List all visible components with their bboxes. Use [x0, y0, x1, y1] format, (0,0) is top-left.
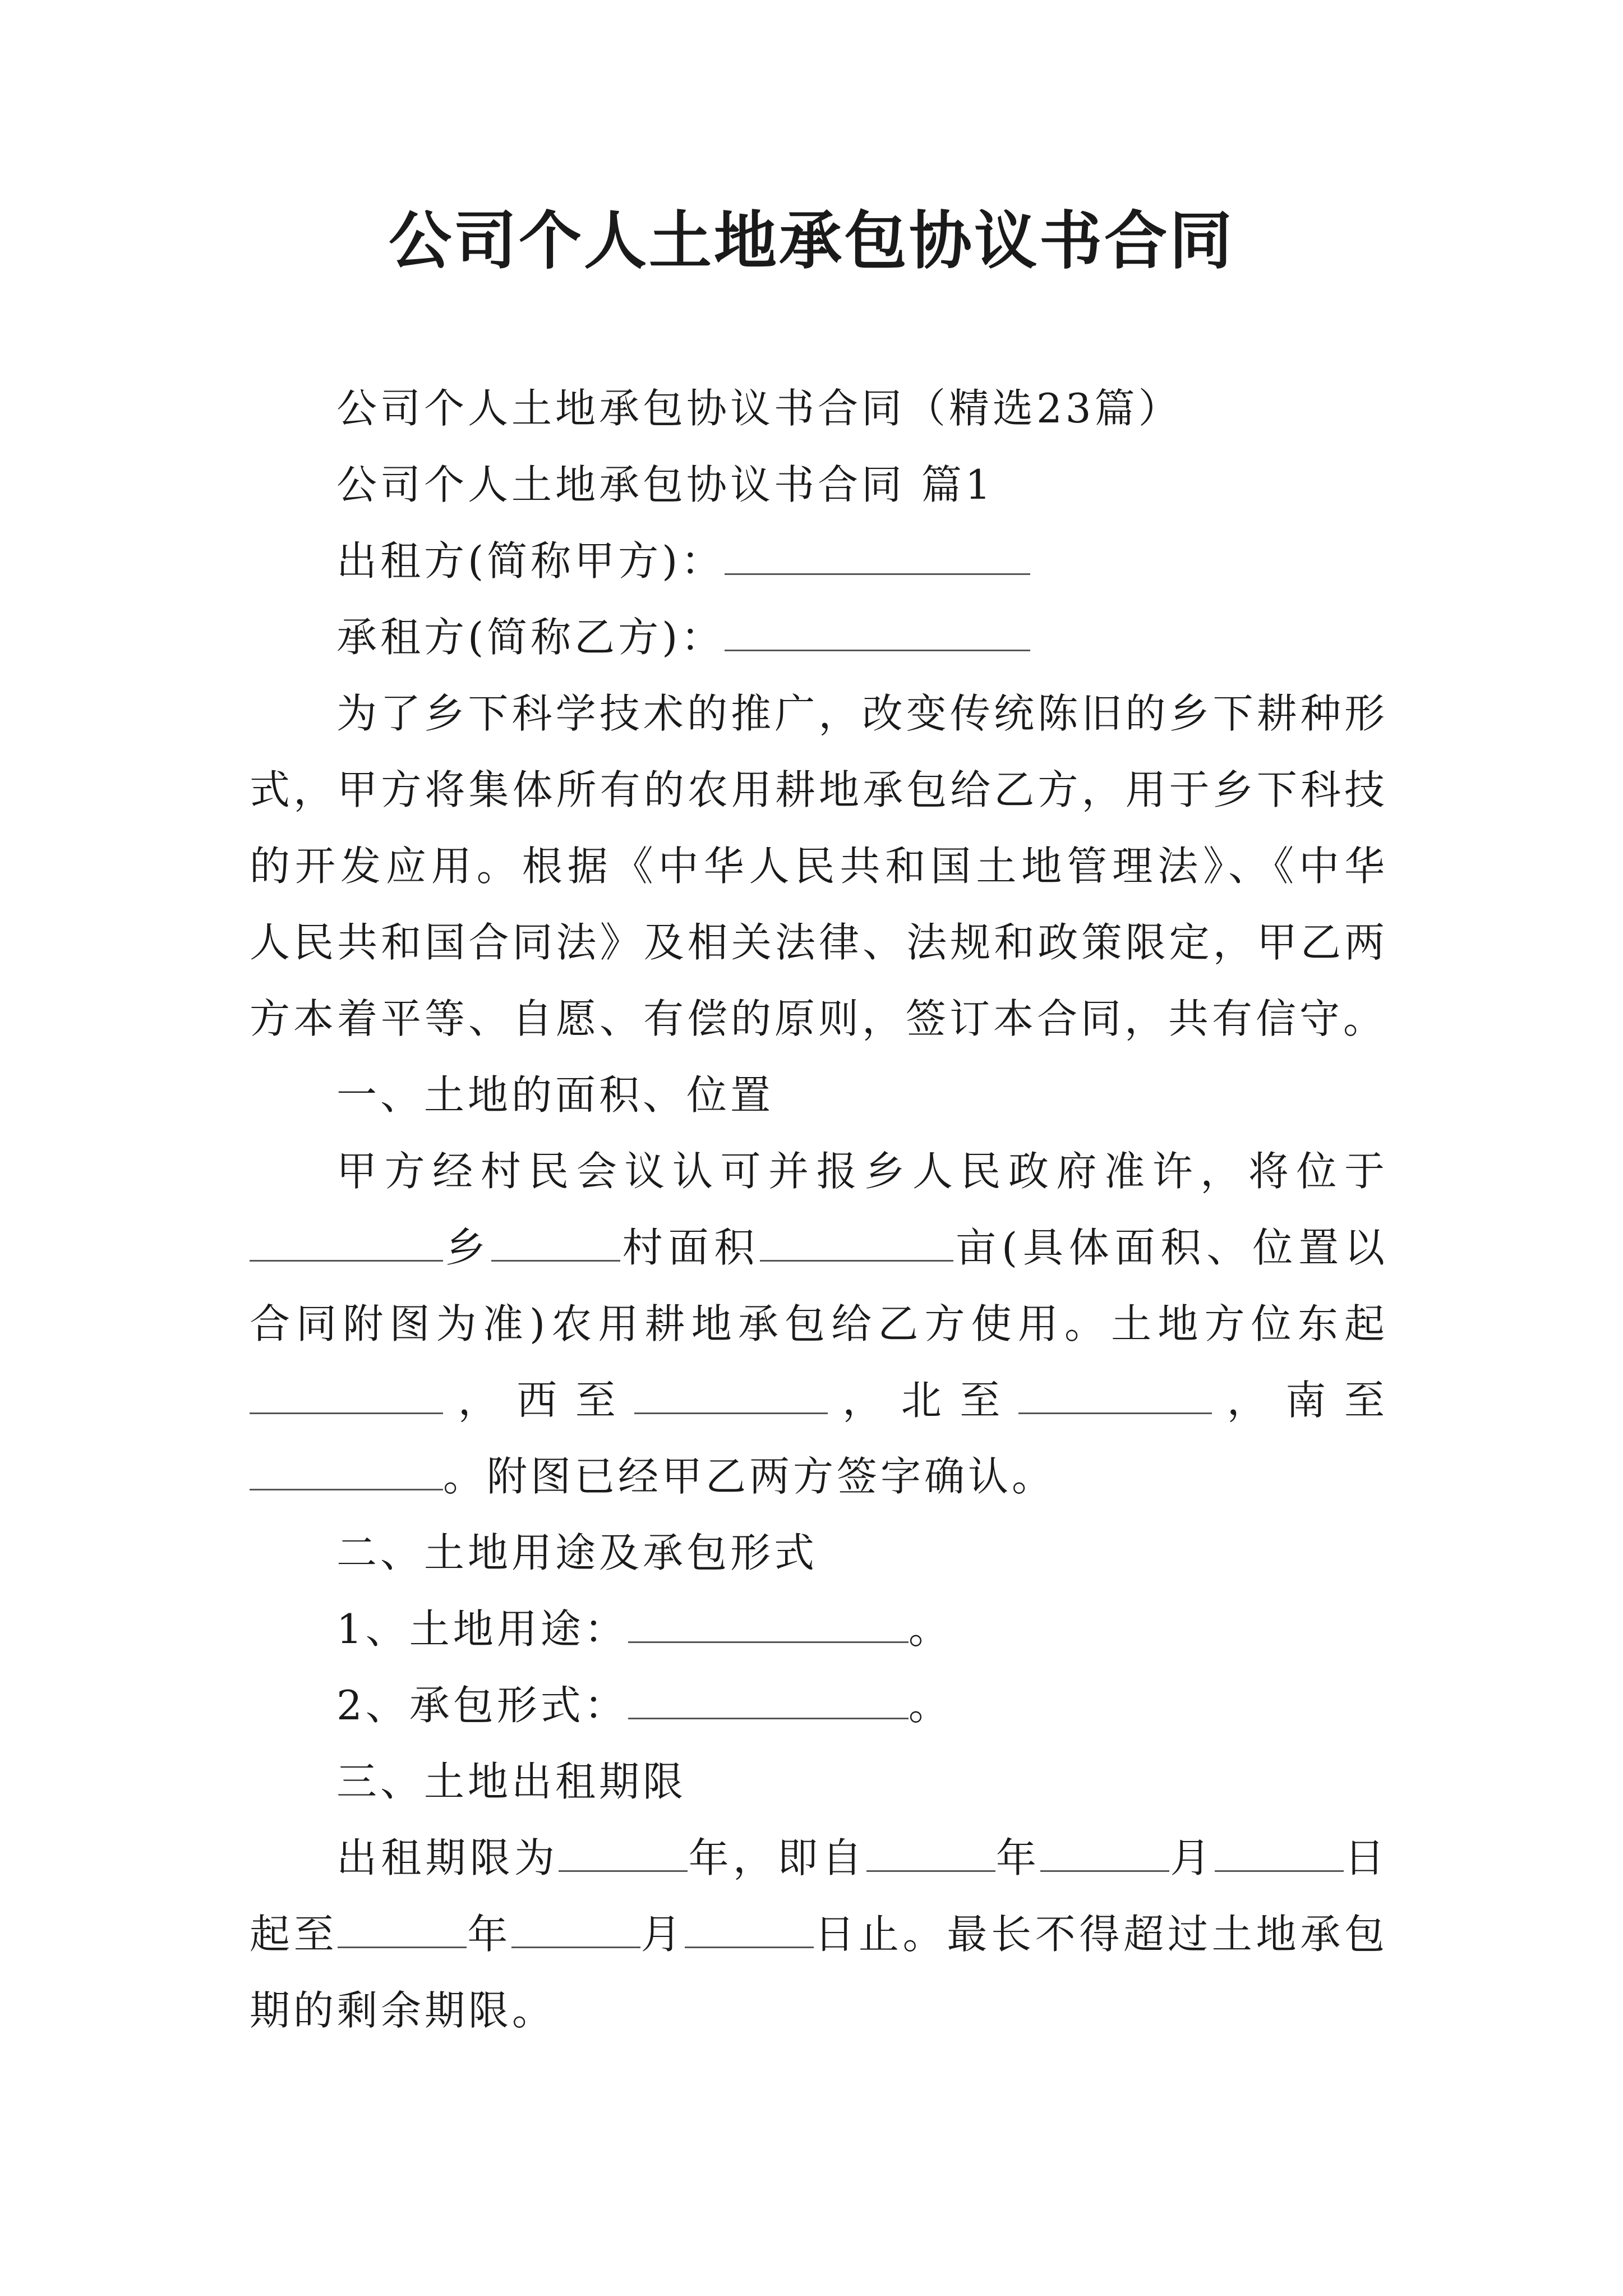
blank-field — [725, 616, 1030, 651]
blank-field — [1215, 1837, 1344, 1872]
lessor-line: 出租方(简称甲方)： — [250, 523, 1388, 599]
form-line: 2、承包形式： 。 — [336, 1682, 952, 1729]
document-body — [250, 370, 1388, 2049]
blank-field — [338, 1913, 467, 1948]
blank-field — [1018, 1379, 1212, 1414]
blank-field — [760, 1226, 953, 1262]
lessee-line: 承租方(简称乙方)： — [250, 599, 1388, 675]
term-paragraph: 出租期限为 年，即自 年 月 日起至 年 月 日止。最长不得超过土地承包期的剩余期限。 — [250, 1834, 1388, 2034]
section-heading: 公司个人土地承包协议书合同 篇1 — [336, 461, 994, 508]
land-paragraph: 甲方经村民会议认可并报乡人民政府准许，将位于乡 村面积 亩(具体面积、位置以合同附图为准)农用耕地承包给乙方使用。土地方位东起，西至 ，北至 ，南至。附图已经甲乙两方签字确认。 — [250, 1148, 1388, 1500]
heading-3: 三、土地出租期限 — [336, 1758, 687, 1805]
blank-field — [491, 1226, 620, 1262]
blank-field — [725, 540, 1030, 575]
intro-paragraph: 为了乡下科学技术的推广，改变传统陈旧的乡下耕种形式，甲方将集体所有的农用耕地承包给乙方，用于乡下科技的开发应用。根据《中华人民共和国土地管理法》、《中华人民共和国合同法》及相关法律、法规和政策限定，甲乙两方本着平等、自愿、有偿的原则，签订本合同，共有信守。 — [250, 690, 1388, 1042]
blank-field — [628, 1684, 909, 1719]
blank-field — [685, 1913, 814, 1948]
heading-2: 二、土地用途及承包形式 — [336, 1529, 818, 1576]
use-line: 1、土地用途： 。 — [336, 1605, 952, 1653]
blank-field — [511, 1913, 640, 1948]
blank-field — [250, 1455, 443, 1490]
blank-field — [1040, 1837, 1169, 1872]
blank-field — [250, 1226, 443, 1262]
blank-field — [866, 1837, 995, 1872]
document-title: 公司个人土地承包协议书合同 — [389, 205, 1234, 278]
blank-field — [628, 1608, 909, 1643]
subtitle: 公司个人土地承包协议书合同（精选23篇） — [336, 385, 1182, 432]
blank-field — [634, 1379, 828, 1414]
blank-field — [250, 1379, 443, 1414]
blank-field — [559, 1837, 688, 1872]
heading-1: 一、土地的面积、位置 — [336, 1071, 774, 1119]
